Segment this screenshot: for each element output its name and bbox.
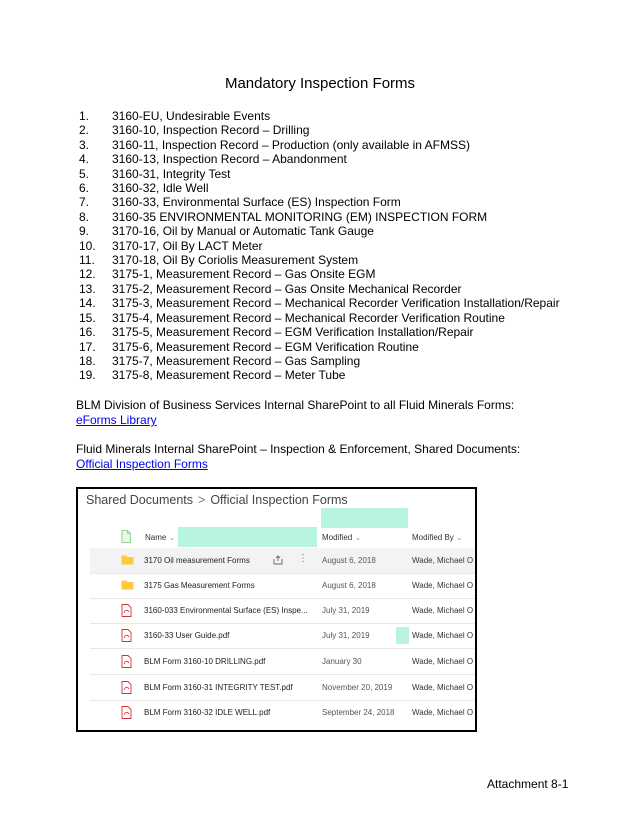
table-row[interactable] (90, 675, 475, 701)
list-text: 3160-32, Idle Well (112, 181, 209, 196)
list-item (77, 210, 560, 224)
table-row[interactable] (90, 700, 475, 725)
file-name: 3160-033 Environmental Surface (ES) Inspe... (144, 606, 308, 615)
file-name: BLM Form 3160-31 INTEGRITY TEST.pdf (144, 683, 293, 692)
modified-by: Wade, Michael O (412, 631, 474, 640)
list-item (77, 224, 560, 238)
list-item (77, 167, 560, 181)
modified-by: Wade, Michael O (412, 581, 474, 590)
file-name: 3160-33 User Guide.pdf (144, 631, 230, 640)
list-number: 7. (79, 195, 90, 210)
list-item (77, 152, 560, 166)
list-number: 18. (79, 353, 96, 368)
list-text: 3170-18, Oil By Coriolis Measurement System (112, 253, 359, 268)
modified-date: August 6, 2018 (322, 556, 376, 565)
list-number: 17. (79, 339, 96, 354)
list-item (77, 368, 560, 382)
modified-date: July 31, 2019 (322, 606, 370, 615)
list-text: 3170-16, Oil by Manual or Automatic Tank Gauge (112, 224, 374, 239)
list-text: 3175-3, Measurement Record – Mechanical Recorder Verification Installation/Repair (112, 296, 560, 311)
eforms-text: BLM Division of Business Services Internal SharePoint to all Fluid Minerals Forms: (76, 398, 515, 412)
modified-by: Wade, Michael O (412, 708, 474, 717)
chevron-down-icon: ⌄ (456, 533, 463, 542)
file-name: BLM Form 3160-32 IDLE WELL.pdf (144, 708, 271, 717)
modified-by: Wade, Michael O (412, 606, 474, 615)
list-text: 3175-8, Measurement Record – Meter Tube (112, 368, 346, 383)
eforms-library-link[interactable]: eForms Library (76, 413, 157, 427)
list-text: 3175-4, Measurement Record – Mechanical Recorder Verification Routine (112, 310, 505, 325)
list-number: 4. (79, 152, 90, 167)
list-number: 19. (79, 368, 96, 383)
file-name: 3170 Oil measurement Forms (144, 556, 250, 565)
breadcrumb-root[interactable]: Shared Documents (86, 493, 194, 507)
list-text: 3170-17, Oil By LACT Meter (112, 238, 263, 253)
table-row[interactable] (90, 649, 475, 675)
list-number: 3. (79, 137, 90, 152)
list-text: 3160-10, Inspection Record – Drilling (112, 123, 310, 138)
modified-date: September 24, 2018 (322, 708, 395, 717)
pdf-icon (121, 629, 132, 642)
redaction-block (321, 508, 408, 528)
list-text: 3160-13, Inspection Record – Abandonment (112, 152, 347, 167)
share-icon[interactable] (273, 555, 283, 565)
list-item (77, 267, 560, 281)
column-header-modified[interactable]: Modified ⌄ (322, 533, 362, 542)
eforms-paragraph (76, 398, 514, 428)
pdf-icon (121, 604, 132, 617)
list-item (77, 123, 560, 137)
list-number: 13. (79, 281, 96, 296)
list-item (77, 138, 560, 152)
more-options-icon[interactable]: ⋮ (298, 553, 308, 564)
breadcrumb-current[interactable]: Official Inspection Forms (210, 493, 348, 507)
list-item (77, 181, 560, 195)
table-row[interactable] (90, 573, 475, 599)
folder-icon (121, 579, 134, 590)
list-item (77, 296, 560, 310)
list-text: 3175-7, Measurement Record – Gas Sampling (112, 353, 361, 368)
list-item (77, 354, 560, 368)
modified-date: August 6, 2018 (322, 581, 376, 590)
modified-by: Wade, Michael O (412, 556, 474, 565)
list-number: 14. (79, 296, 96, 311)
list-text: 3160-33, Environmental Surface (ES) Inspection Form (112, 195, 401, 210)
list-number: 15. (79, 310, 96, 325)
breadcrumb (86, 493, 348, 507)
list-text: 3160-35 ENVIRONMENTAL MONITORING (EM) INSPECTION FORM (112, 209, 488, 224)
list-number: 16. (79, 325, 96, 340)
list-number: 11. (79, 253, 95, 268)
list-text: 3175-1, Measurement Record – Gas Onsite EGM (112, 267, 376, 282)
list-number: 9. (79, 224, 90, 239)
list-number: 1. (79, 109, 90, 123)
attachment-label: Attachment 8-1 (487, 777, 569, 791)
list-item (77, 340, 560, 354)
list-number: 5. (79, 166, 90, 181)
list-number: 2. (79, 123, 90, 138)
inspection-text: Fluid Minerals Internal SharePoint – Inspection & Enforcement, Shared Documents: (76, 442, 521, 456)
pdf-icon (121, 655, 132, 668)
list-text: 3160-11, Inspection Record – Production (only available in AFMSS) (112, 137, 470, 152)
chevron-down-icon: ⌄ (168, 533, 176, 542)
list-item (77, 239, 560, 253)
list-number: 12. (79, 267, 96, 282)
chevron-down-icon: ⌄ (354, 533, 362, 542)
column-header-modified-by[interactable]: Modified By ⌄ (412, 533, 463, 542)
redaction-block (178, 527, 317, 547)
inspection-paragraph (76, 442, 520, 472)
folder-icon (121, 554, 134, 565)
list-item (77, 253, 560, 267)
official-inspection-forms-link[interactable]: Official Inspection Forms (76, 457, 208, 471)
list-number: 10. (79, 238, 96, 253)
page-title: Mandatory Inspection Forms (224, 75, 416, 92)
list-number: 6. (79, 181, 90, 196)
file-name: 3175 Gas Measurement Forms (144, 581, 255, 590)
file-name: BLM Form 3160-10 DRILLING.pdf (144, 657, 266, 666)
list-item (77, 282, 560, 296)
list-text: 3175-5, Measurement Record – EGM Verification Installation/Repair (112, 325, 474, 340)
table-row[interactable] (90, 623, 475, 649)
modified-date: July 31, 2019 (322, 631, 370, 640)
modified-by: Wade, Michael O (412, 657, 474, 666)
modified-date: January 30 (322, 657, 362, 666)
modified-date: November 20, 2019 (322, 683, 393, 692)
table-row[interactable] (90, 598, 475, 624)
pdf-icon (121, 681, 132, 694)
list-text: 3160-31, Integrity Test (112, 166, 231, 181)
modified-by: Wade, Michael O (412, 683, 474, 692)
list-number: 8. (79, 209, 90, 224)
list-item (77, 195, 560, 209)
list-item (77, 311, 560, 325)
list-item (77, 325, 560, 339)
file-type-icon (121, 530, 131, 543)
list-text: 3175-6, Measurement Record – EGM Verification Routine (112, 339, 419, 354)
pdf-icon (121, 706, 132, 719)
list-text: 3175-2, Measurement Record – Gas Onsite Mechanical Recorder (112, 281, 462, 296)
column-header-name[interactable]: Name ⌄ (145, 533, 176, 542)
breadcrumb-separator: > (198, 493, 206, 507)
forms-list (77, 109, 560, 383)
table-row[interactable] (90, 548, 475, 574)
list-text: 3160-EU, Undesirable Events (112, 109, 271, 123)
list-item (77, 109, 560, 123)
